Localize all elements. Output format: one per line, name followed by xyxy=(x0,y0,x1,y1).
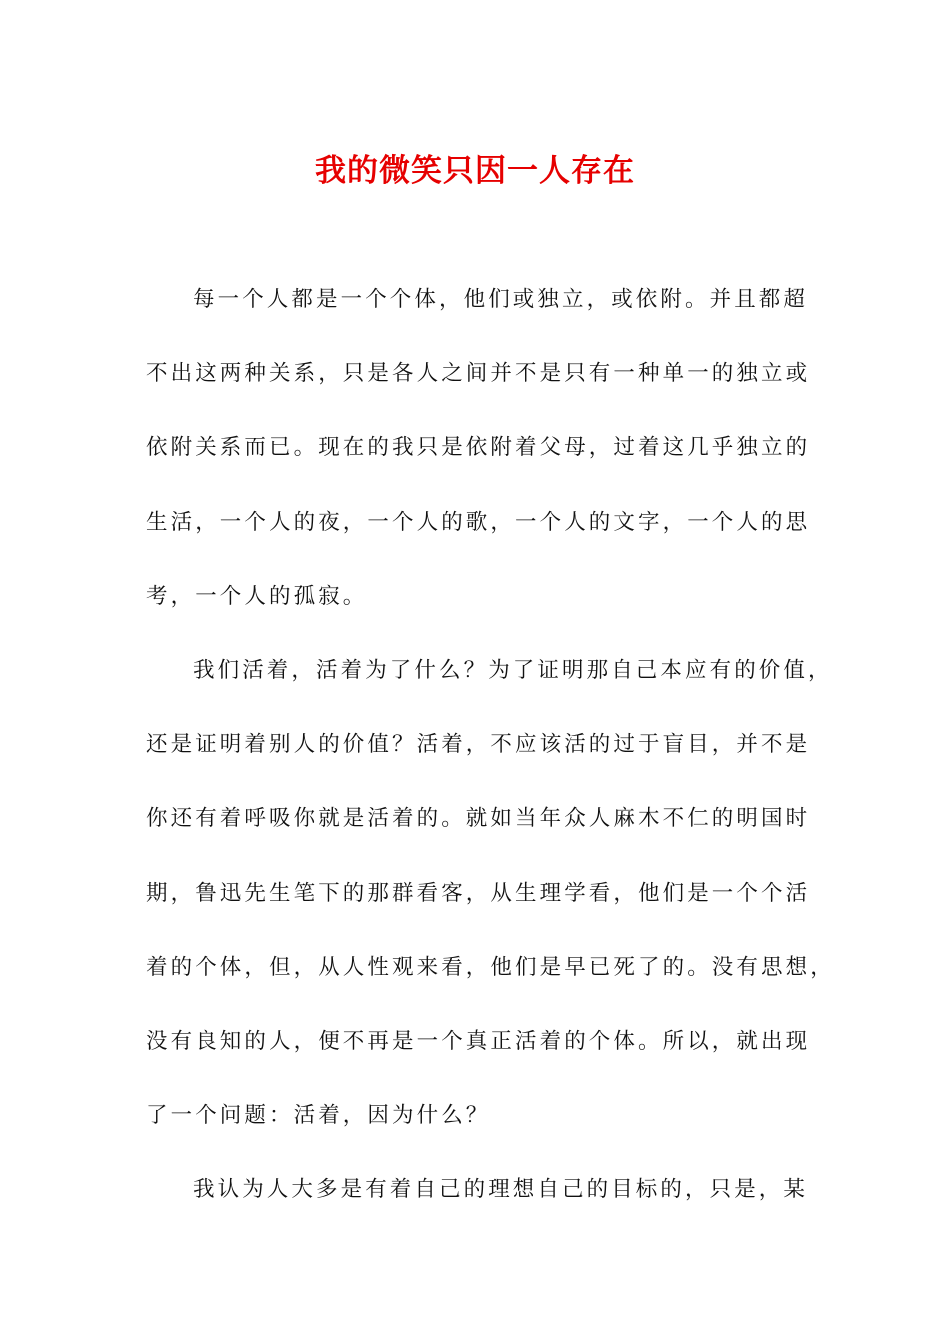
paragraph-line: 不出这两种关系，只是各人之间并不是只有一种单一的独立或 xyxy=(146,361,811,387)
paragraph-line: 我认为人大多是有着自己的理想自己的目标的，只是，某 xyxy=(193,1177,809,1203)
paragraph-line: 你还有着呼吸你就是活着的。就如当年众人麻木不仁的明国时 xyxy=(146,806,811,832)
document-body xyxy=(146,277,835,1241)
document-title: 我的微笑只因一人存在 xyxy=(315,153,635,189)
paragraph-line: 生活，一个人的夜，一个人的歌，一个人的文字，一个人的思 xyxy=(146,509,811,535)
paragraph-line: 期，鲁迅先生笔下的那群看客，从生理学看，他们是一个个活 xyxy=(146,880,811,906)
paragraph-line: 依附关系而已。现在的我只是依附着父母，过着这几乎独立的 xyxy=(146,435,811,461)
paragraph-line: 我们活着，活着为了什么？为了证明那自己本应有的价值， xyxy=(193,657,833,683)
paragraph-line: 着的个体，但，从人性观来看，他们是早已死了的。没有思想， xyxy=(146,954,835,980)
paragraph-line: 考，一个人的孤寂。 xyxy=(146,583,368,609)
paragraph-line: 还是证明着别人的价值？活着，不应该活的过于盲目，并不是 xyxy=(146,732,811,758)
paragraph-line: 每一个人都是一个个体，他们或独立，或依附。并且都超 xyxy=(193,287,809,312)
paragraph-line: 了一个问题：活着，因为什么？ xyxy=(146,1103,491,1129)
paragraph-line: 没有良知的人，便不再是一个真正活着的个体。所以，就出现 xyxy=(146,1028,811,1054)
